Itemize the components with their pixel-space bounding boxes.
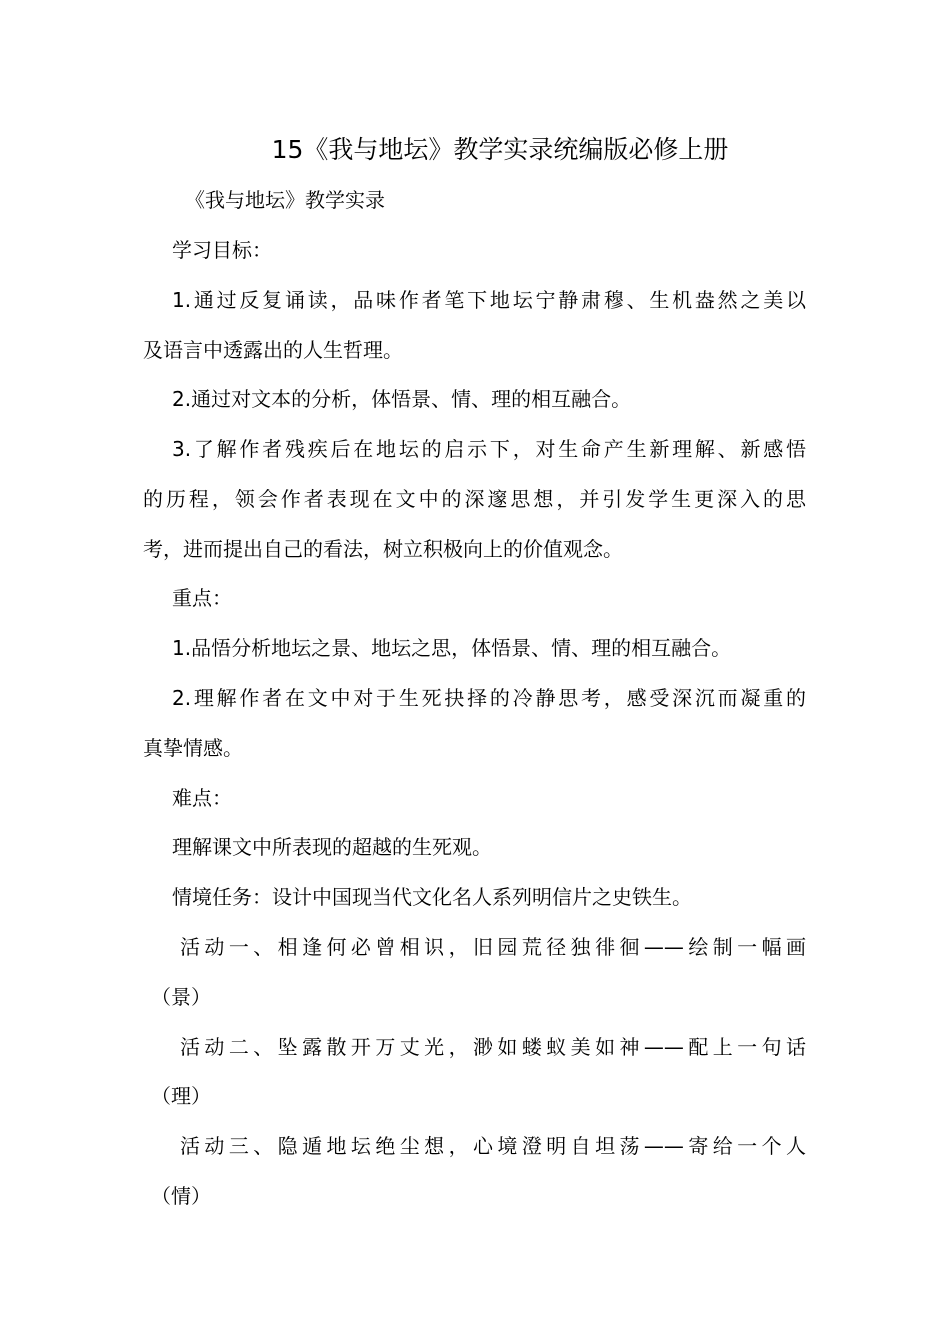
key-point-2-line-2: 真挚情感。 — [143, 736, 243, 760]
objective-2: 2.通过对文本的分析，体悟景、情、理的相互融合。 — [172, 387, 632, 411]
key-point-1: 1.品悟分析地坛之景、地坛之思，体悟景、情、理的相互融合。 — [172, 636, 732, 660]
key-point-2-line-1: 2.理解作者在文中对于生死抉择的冷静思考，感受深沉而凝重的 — [172, 686, 806, 710]
activity-2-line-2: （理） — [151, 1084, 211, 1108]
objectives-heading: 学习目标： — [172, 238, 272, 262]
objective-3-line-2: 的历程，领会作者表现在文中的深邃思想，并引发学生更深入的思 — [143, 487, 806, 511]
document-subtitle: 《我与地坛》教学实录 — [185, 188, 385, 212]
objective-1-line-1: 1.通过反复诵读，品味作者笔下地坛宁静肃穆、生机盎然之美以 — [172, 288, 806, 312]
difficulty-1: 理解课文中所表现的超越的生死观。 — [172, 835, 492, 859]
key-points-heading: 重点： — [172, 586, 232, 610]
objective-3-line-1: 3.了解作者残疾后在地坛的启示下，对生命产生新理解、新感悟 — [172, 437, 806, 461]
activity-2-line-1: 活动二、坠露散开万丈光，渺如蝼蚁美如神——配上一句话 — [180, 1035, 806, 1059]
activity-1-line-2: （景） — [151, 985, 211, 1009]
document-title: 15《我与地坛》教学实录统编版必修上册 — [271, 135, 729, 164]
activity-1-line-1: 活动一、相逢何必曾相识，旧园荒径独徘徊——绘制一幅画 — [180, 935, 806, 959]
activity-3-line-1: 活动三、隐遁地坛绝尘想，心境澄明自坦荡——寄给一个人 — [180, 1134, 806, 1158]
activity-3-line-2: （情） — [151, 1184, 211, 1208]
objective-3-line-3: 考，进而提出自己的看法，树立积极向上的价值观念。 — [143, 537, 623, 561]
difficulties-heading: 难点： — [172, 786, 232, 810]
situational-task: 情境任务：设计中国现当代文化名人系列明信片之史铁生。 — [172, 885, 692, 909]
objective-1-line-2: 及语言中透露出的人生哲理。 — [143, 338, 403, 362]
